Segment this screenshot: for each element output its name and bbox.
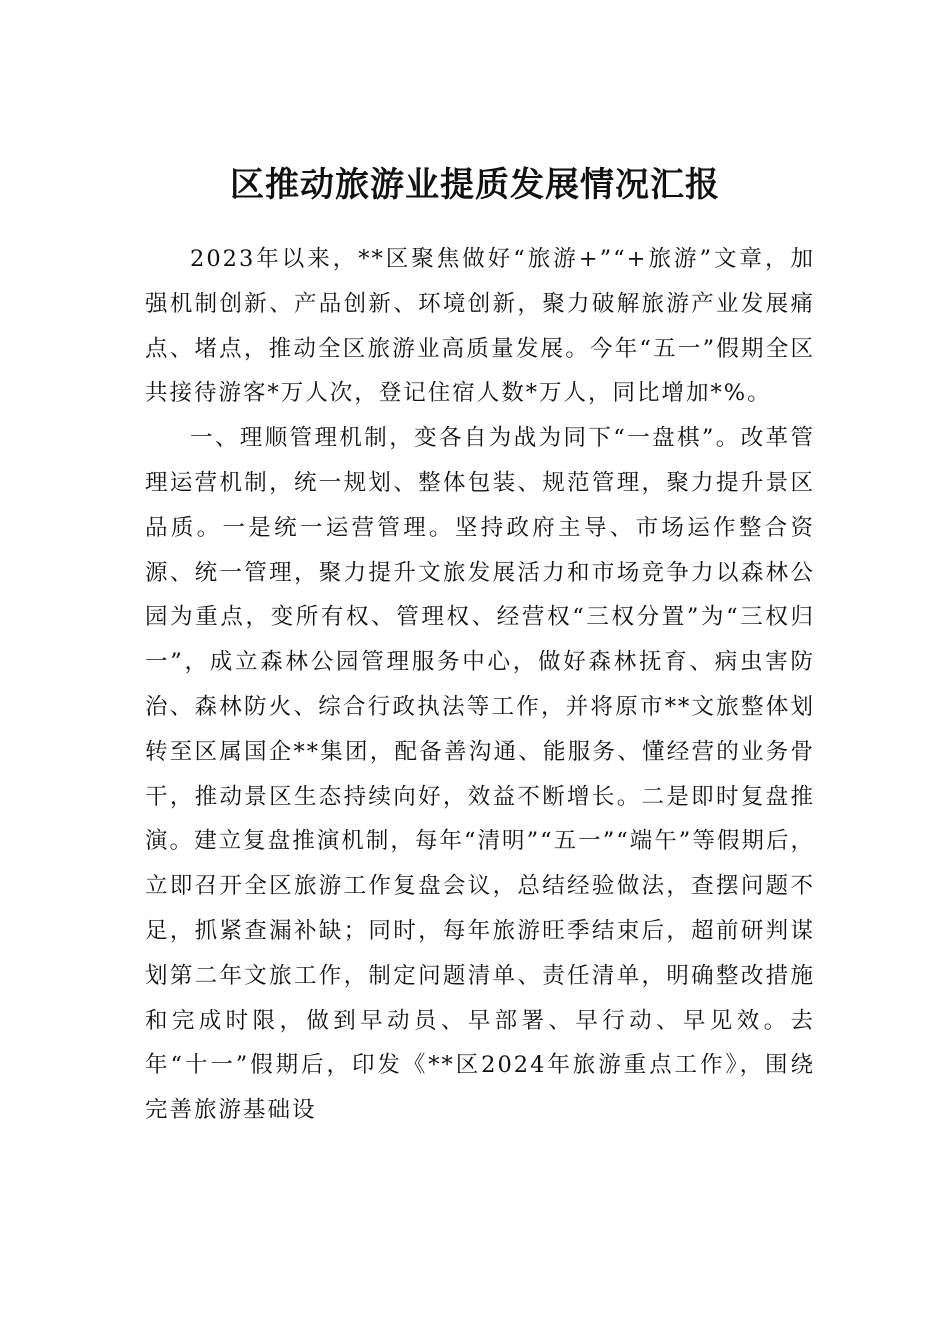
document-title: 区推动旅游业提质发展情况汇报 bbox=[230, 165, 720, 205]
paragraph-intro: 2023年以来，**区聚焦做好“旅游+”“+旅游”文章，加强机制创新、产品创新、环境创新，聚力破解旅游产业发展痛点、堵点，推动全区旅游业高质量发展。今年“五一”假期全区共接待游客*万人次，登记住宿人数*万人，同比增加*%。 bbox=[145, 246, 815, 407]
document-body bbox=[145, 237, 815, 1133]
paragraph-section-one: 一、理顺管理机制，变各自为战为同下“一盘棋”。改革管理运营机制，统一规划、整体包装、规范管理，聚力提升景区品质。一是统一运营管理。坚持政府主导、市场运作整合资源、统一管理，聚力提升文旅发展活力和市场竞争力以森林公园为重点，变所有权、管理权、经营权“三权分置”为“三权归一”，成立森林公园管理服务中心，做好森林抚育、病虫害防治、森林防火、综合行政执法等工作，并将原市**文旅整体划转至区属国企**集团，配备善沟通、能服务、懂经营的业务骨干，推动景区生态持续向好，效益不断增长。二是即时复盘推演。建立复盘推演机制，每年“清明”“五一”“端午”等假期后，立即召开全区旅游工作复盘会议，总结经验做法，查摆问题不足，抓紧查漏补缺；同时，每年旅游旺季结束后，超前研判谋划第二年文旅工作，制定问题清单、责任清单，明确整改措施和完成时限，做到早动员、早部署、早行动、早见效。去年“十一”假期后，印发《**区2024年旅游重点工作》，围绕完善旅游基础设 bbox=[145, 425, 815, 1124]
